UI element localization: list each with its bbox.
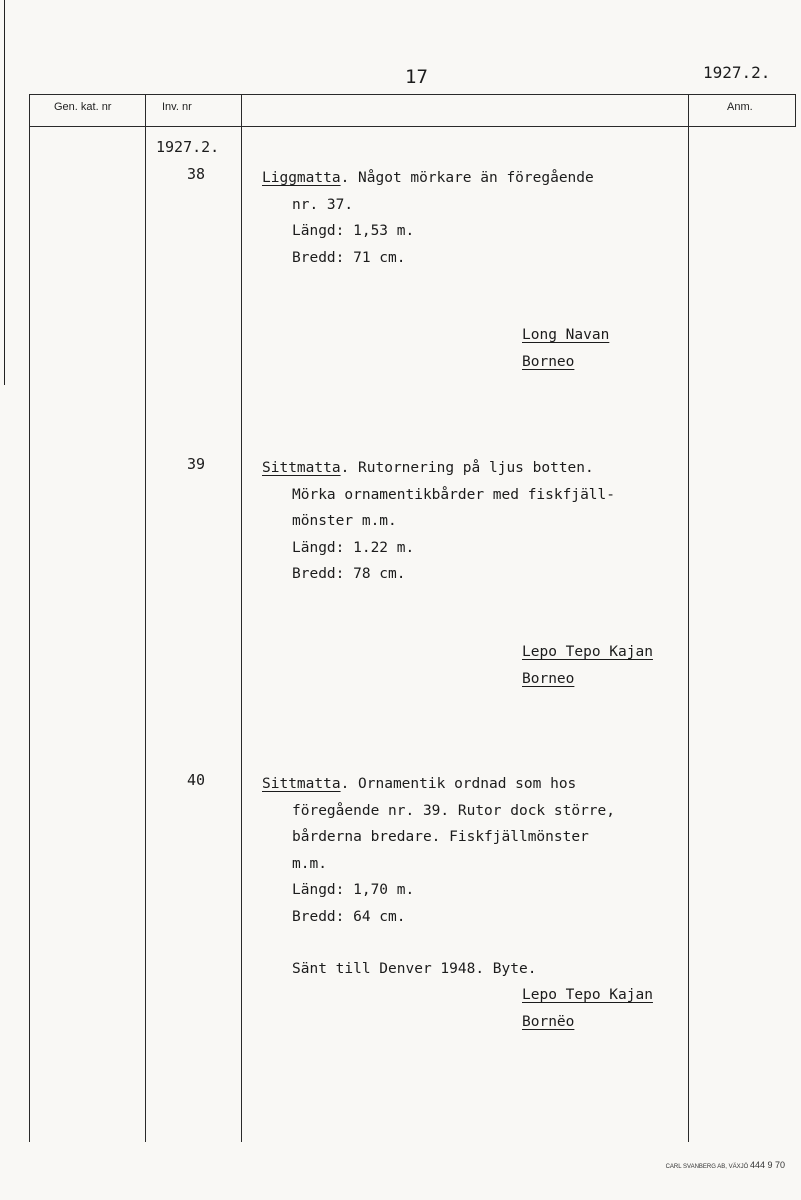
entry-line: föregående nr. 39. Rutor dock större, xyxy=(292,802,616,819)
entry-note: Sänt till Denver 1948. Byte. xyxy=(292,961,537,977)
form-code: 444 9 70 xyxy=(749,1160,785,1170)
origin-place: Long Navan xyxy=(522,327,610,343)
origin-region: Borneo xyxy=(522,670,575,687)
origin-place: Lepo Tepo Kajan xyxy=(522,644,653,660)
origin-region: Borneo xyxy=(522,353,575,370)
origin-place: Lepo Tepo Kajan xyxy=(522,987,653,1003)
object-term: Sittmatta xyxy=(262,460,341,476)
inv-number: 39 xyxy=(187,455,206,473)
entry-line: Längd: 1.22 m. xyxy=(292,539,415,556)
entry-line: Bredd: 78 cm. xyxy=(292,566,406,582)
origin-block xyxy=(522,982,653,1035)
printer-name: CARL SVANBERG AB, VÄXJÖ xyxy=(665,1164,749,1170)
entry-line: nr. 37. xyxy=(292,196,354,213)
page-number: 17 xyxy=(405,66,428,88)
entry-text xyxy=(262,455,615,588)
inventory-date: 1927.2. xyxy=(156,138,220,156)
column-rule-5 xyxy=(795,94,796,126)
margin-mark xyxy=(4,0,5,385)
printer-footer xyxy=(666,1160,785,1170)
column-rule-3 xyxy=(241,94,242,1142)
entry-line: Bredd: 71 cm. xyxy=(292,249,406,266)
entry-line: bårderna bredare. Fiskfjällmönster xyxy=(292,829,589,845)
column-rule-1 xyxy=(29,94,30,1142)
entry-first-line: Sittmatta. Ornamentik ordnad som hos xyxy=(262,776,577,792)
entry-text xyxy=(262,771,615,983)
entry-line: m.m. xyxy=(292,855,327,872)
entry-line: Bredd: 64 cm. xyxy=(292,908,406,925)
origin-block xyxy=(522,322,609,375)
column-rule-4 xyxy=(688,94,689,1142)
entry-line: Längd: 1,53 m. xyxy=(292,223,415,239)
column-rule-2 xyxy=(145,94,146,1142)
object-term: Liggmatta xyxy=(262,170,341,186)
column-header-inv-nr: Inv. nr xyxy=(162,101,192,113)
entry-line: mönster m.m. xyxy=(292,513,397,529)
entry-text xyxy=(262,165,594,271)
entry-first-line: Liggmatta. Något mörkare än föregående xyxy=(262,170,594,186)
entry-first-line: Sittmatta. Rutornering på ljus botten. xyxy=(262,460,594,476)
column-header-gen-kat-nr: Gen. kat. nr xyxy=(54,101,112,113)
inv-number: 40 xyxy=(187,771,206,789)
object-term: Sittmatta xyxy=(262,776,341,792)
origin-block xyxy=(522,639,653,692)
origin-region: Bornëo xyxy=(522,1013,575,1030)
entry-line: Längd: 1,70 m. xyxy=(292,882,415,898)
header-date: 1927.2. xyxy=(703,63,771,82)
entry-line: Mörka ornamentikbårder med fiskfjäll- xyxy=(292,486,616,503)
inv-number: 38 xyxy=(187,165,206,183)
column-header-anm: Anm. xyxy=(727,101,753,113)
